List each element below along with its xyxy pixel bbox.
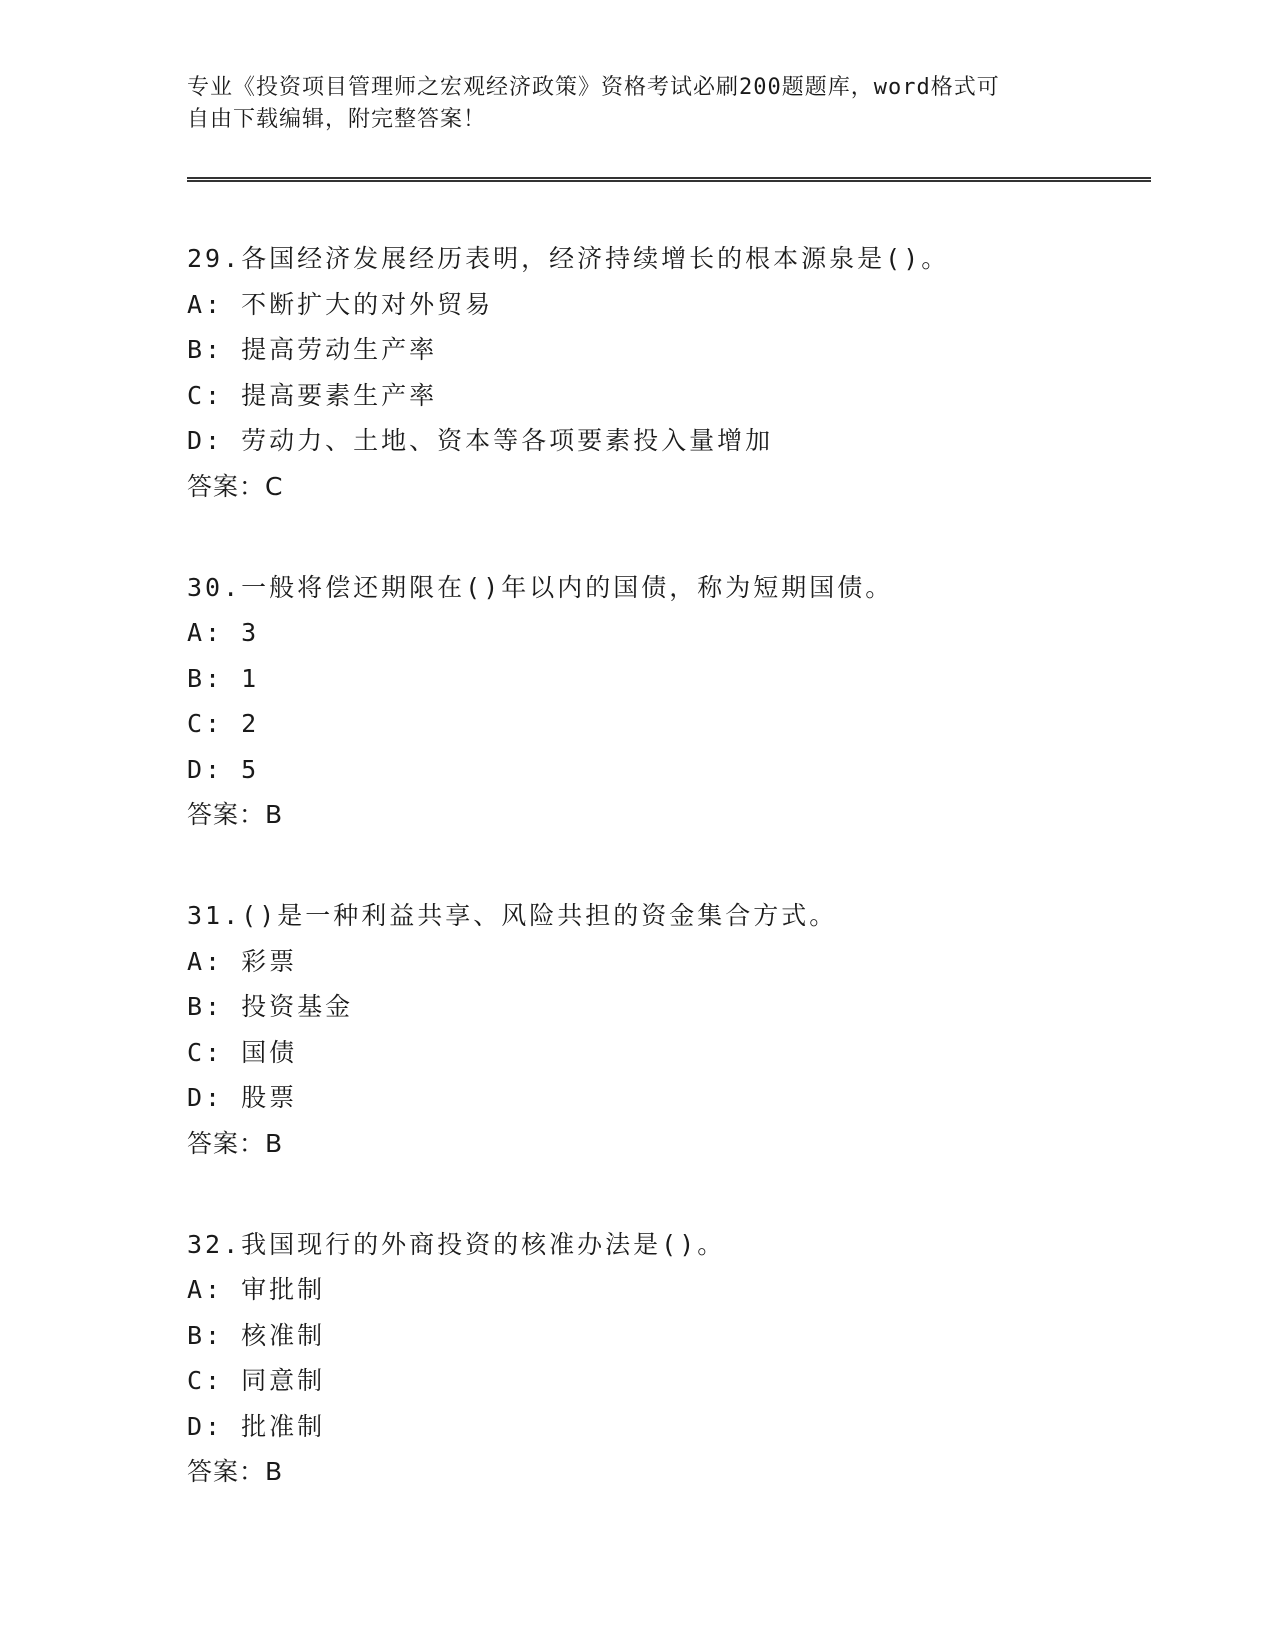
question-30	[187, 565, 1147, 838]
option-d: D: 5	[187, 754, 260, 784]
header-divider	[187, 177, 1151, 182]
question-stem: 32.我国现行的外商投资的核准办法是()。	[187, 1229, 726, 1259]
option-d: D: 批准制	[187, 1411, 326, 1441]
option-b: B: 投资基金	[187, 992, 354, 1021]
option-d: D: 劳动力、土地、资本等各项要素投入量增加	[187, 426, 774, 455]
question-stem: 31.()是一种利益共享、风险共担的资金集合方式。	[187, 901, 838, 930]
answer-line: 答案：B	[187, 1128, 284, 1158]
option-b: B: 提高劳动生产率	[187, 335, 438, 364]
option-d: D: 股票	[187, 1083, 298, 1112]
question-stem: 30.一般将偿还期限在()年以内的国债，称为短期国债。	[187, 572, 894, 602]
option-b: B: 核准制	[187, 1320, 326, 1350]
answer-line: 答案：B	[187, 1457, 284, 1486]
question-32	[187, 1222, 1147, 1495]
option-b: B: 1	[187, 663, 260, 693]
answer-line: 答案：C	[187, 471, 284, 501]
header-line-1: 专业《投资项目管理师之宏观经济政策》资格考试必刷200题题库，word格式可	[187, 75, 1000, 100]
option-c: C: 国债	[187, 1037, 298, 1067]
header-line-2: 自由下载编辑，附完整答案！	[187, 107, 487, 132]
question-spacer	[187, 838, 1147, 894]
option-a: A: 审批制	[187, 1275, 326, 1304]
option-c: C: 2	[187, 709, 260, 738]
option-c: C: 同意制	[187, 1366, 326, 1395]
question-list	[187, 236, 1147, 1495]
question-spacer	[187, 1166, 1147, 1222]
option-c: C: 提高要素生产率	[187, 380, 438, 410]
question-spacer	[187, 509, 1147, 565]
question-31	[187, 893, 1147, 1166]
option-a: A: 不断扩大的对外贸易	[187, 289, 494, 319]
option-a: A: 3	[187, 618, 260, 647]
question-29	[187, 236, 1147, 509]
question-stem: 29.各国经济发展经历表明，经济持续增长的根本源泉是()。	[187, 244, 950, 273]
answer-line: 答案：B	[187, 800, 284, 829]
document-header	[187, 72, 1067, 136]
option-a: A: 彩票	[187, 946, 298, 976]
